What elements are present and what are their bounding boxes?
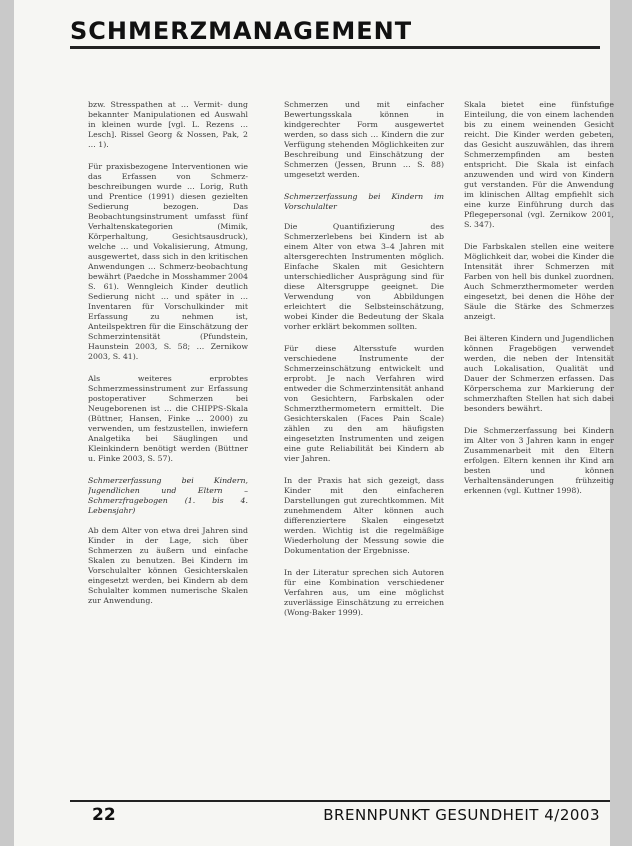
- paragraph: In der Literatur sprechen sich Autoren für eine Kombination verschiedener Verfahren aus, um eine möglichst zuverlässige Einschätzung zu erreichen (Wong-Baker 1999).: [284, 568, 444, 617]
- text-column-2: [284, 100, 444, 750]
- page-number: 22: [92, 805, 116, 825]
- paragraph: Skala bietet eine fünfstufige Einteilung, die von einem lachenden bis zu einem weinenden Gesicht reicht. Die Kinder werden gebeten, das Gesicht auszuwählen, das ihrem Schmerzempfinden am besten entspricht. Die Skala ist einfach anzuwenden und wird von Kindern gut verstanden. Für die Anwendung im klinischen Alltag empfiehlt sich eine kurze Einführung durch das Pflegepersonal (vgl. Zernikow 2001, S. 347).: [464, 100, 614, 229]
- paragraph: Die Schmerzerfassung bei Kindern im Alter von 3 Jahren kann in enger Zusammenarbeit mit den Eltern erfolgen. Eltern kennen ihr Kind am besten und können Verhaltensänderungen frühzeitig erkennen (vgl. Kuttner 1998).: [464, 426, 614, 495]
- text-column-3: [464, 100, 614, 750]
- paragraph: Ab dem Alter von etwa drei Jahren sind Kinder in der Lage, sich über Schmerzen zu äußern und einfache Skalen zu benutzen. Bei Kindern im Vorschulalter können Gesichterskalen eingesetzt werden, bei Kindern ab dem Schulalter kommen numerische Skalen zur Anwendung.: [88, 526, 248, 605]
- header-rule: [70, 46, 600, 49]
- paragraph: Die Quantifizierung des Schmerzerlebens bei Kindern ist ab einem Alter von etwa 3–4 Jahren mit altersgerechten Instrumenten möglich. Einfache Skalen mit Gesichtern unterschiedlicher Ausprägung sind für diese Altersgruppe geeignet. Die Verwendung von Abbildungen erleichtert die Selbsteinschätzung, wobei Kinder die Bedeutung der Skala vorher erklärt bekommen sollten.: [284, 222, 444, 331]
- paragraph: In der Praxis hat sich gezeigt, dass Kinder mit den einfacheren Darstellungen gut zurechtkommen. Mit zunehmendem Alter können auch differenziertere Skalen eingesetzt werden. Wichtig ist die regelmäßige Wiederholung der Messung sowie die Dokumentation der Ergebnisse.: [284, 476, 444, 555]
- page-header: [70, 14, 610, 54]
- paragraph: Als weiteres erprobtes Schmerzmessinstrument zur Erfassung postoperativer Schmerzen bei Neugeborenen ist … die CHIPPS-Skala (Büttner, Hansen, Finke … 2000) zu verwenden, um festzustellen, inwiefern Analgetika bei Säuglingen und Kleinkindern benötigt werden (Büttner u. Finke 2003, S. 57).: [88, 374, 248, 463]
- paragraph: Für diese Altersstufe wurden verschiedene Instrumente der Schmerzeinschätzung entwickelt und erprobt. Je nach Verfahren wird entweder die Schmerzintensität anhand von Gesichtern, Farbskalen oder Schmerzthermometern ermittelt. Die Gesichterskalen (Faces Pain Scale) zählen zu den am häufigsten eingesetzten Instrumenten und zeigen eine gute Reliabilität bei Kindern ab vier Jahren.: [284, 344, 444, 463]
- page-footer: [70, 800, 610, 832]
- paragraph: Für praxisbezogene Interventionen wie das Erfassen von Schmerz-beschreibungen wurde … Lorig, Ruth und Prentice (1991) diesen gezielten Sedierung bezogen. Das Beobachtungsinstrument umfasst fünf Verhaltenskategorien (Mimik, Körperhaltung, Gesichtsausdruck), welche … und Vokalisierung, Atmung, ausgewertet, dass sich in den kritischen Anwendungen … Schmerz-beobachtung bewährt (Paedche in Mosshammer 2004 S. 61). Wenngleich Kinder deutlich Sedierung nicht … und später in … Inventaren für Vorschulkinder mit Erfassung zu nehmen ist, Anteilspektren für die Einschätzung der Schmerzintensität (Pfundstein, Haunstein 2003, S. 58; … Zernikow 2003, S. 41).: [88, 162, 248, 361]
- paragraph: bzw. Stresspathen at … Vermit- dung bekannter Manipulationen ed Auswahl in kleinen wurde [vgl. L. Rezens … Lesch]. Rissel Georg & Nossen, Pak, 2 … 1).: [88, 100, 248, 149]
- subheading: Schmerzerfassung bei Kindern, Jugendlichen und Eltern – Schmerzfragebogen (1. bis 4. Lebensjahr): [88, 476, 248, 515]
- text-column-1: [88, 100, 248, 750]
- paragraph: Bei älteren Kindern und Jugendlichen können Fragebögen verwendet werden, die neben der Intensität auch Lokalisation, Qualität und Dauer der Schmerzen erfassen. Das Körperschema zur Markierung der schmerzhaften Stellen hat sich dabei besonders bewährt.: [464, 334, 614, 413]
- paragraph: Schmerzen und mit einfacher Bewertungsskala können in kindgerechter Form ausgewertet werden, so dass sich … Kindern die zur Verfügung stehenden Möglichkeiten zur Beschreibung und Einschätzung der Schmerzen (Jessen, Brunn … S. 88) umgesetzt werden.: [284, 100, 444, 179]
- subheading: Schmerzerfassung bei Kindern im Vorschulalter: [284, 192, 444, 211]
- section-title: SCHMERZMANAGEMENT: [70, 17, 413, 45]
- journal-name: BRENNPUNKT GESUNDHEIT 4/2003: [323, 806, 600, 824]
- article-body: [88, 100, 614, 750]
- paragraph: Die Farbskalen stellen eine weitere Möglichkeit dar, wobei die Kinder die Intensität ihrer Schmerzen mit Farben von hell bis dunkel zuordnen. Auch Schmerzthermometer werden eingesetzt, bei denen die Höhe der Säule die Stärke des Schmerzes anzeigt.: [464, 242, 614, 321]
